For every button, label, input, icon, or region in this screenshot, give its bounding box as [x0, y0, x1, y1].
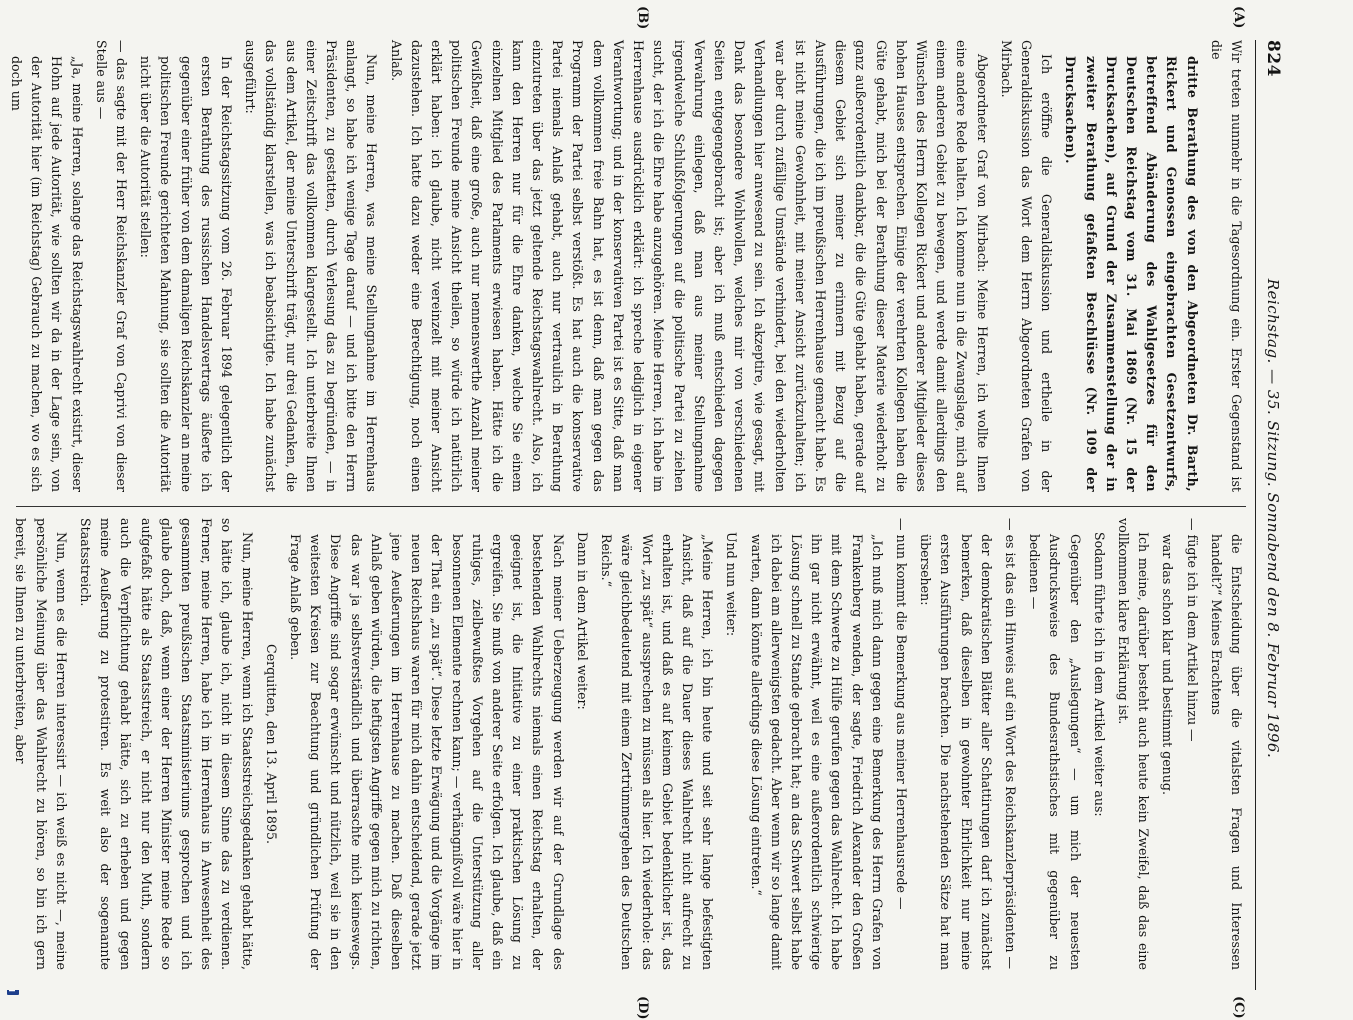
paragraph: Nun, meine Herren, was meine Stellungnahme im Herrenhaus anlangt, so habe ich wenige Tage darauf — und ich bitte den Herrn Präsidenten, zu gestatten, durch Verlesung das zu begründen, — in einer Zeitschrift das vollkommen klargestellt. Ich unterbreite Ihnen aus dem Artikel, der meine Unterschrift trägt, nur drei Gedanken, die das vollständig klarstellen, was ich beabsichtigte. Ich habe zunächst ausgeführt: [243, 40, 380, 492]
interjection: — nun kommt die Bemerkung aus meiner Herrenhausrede — [893, 518, 909, 910]
page-number: 824 [1263, 40, 1283, 77]
page-header [1255, 40, 1290, 990]
quotation: der demokratischen Blätter aller Schattirungen darf ich zunächst bemerken, daß dieselben in gewohnter Ehrlichkeit nur meine ersten Ausführungen brachten. Die nachstehenden Sätze hat man übersehen: [918, 534, 994, 970]
interjection: — das sagte mit der Herr Reichskanzler Graf von Caprivi von dieser Stelle aus — [93, 40, 130, 492]
agenda-item: dritte Berathung des von den Abgeordneten Dr. Barth, Rickert und Genossen eingebrachten Gesetzentwurfs, betreffend Abänderung des Wahlgesetzes für den Deutschen Reichstag vom 31. Mai 1869 (Nr. 15 der Drucksachen), auf Grund der Zusammenstellung der in zweiter Berathung gefaßten Beschlüsse (Nr. 109 der Drucksachen). [1063, 56, 1200, 492]
paragraph: Nun, meine Herren, wenn ich Staatsstreichsgedanken gehabt hätte, so hätte ich, glaube ich, nicht in diesem Sinne das zu verdienen. Ferner, meine Herren, habe ich im Herrenhaus in Anwesenheit des gesammten preußischen Staatsministeriums gesprochen und ich glaube doch, daß, wenn einer der Herren Minister meine Rede so aufgefaßt hätte als Staatsstreich, er nicht nur den Muth, sondern auch die Verpflichtung gehabt hätte, sich zu erheben und gegen meine Aeußerung zu protestiren. Es weit also der sogenannte Staatsstreich. [78, 518, 255, 970]
paragraph: Wir treten nunmehr in die Tagesordnung ein. Erster Gegenstand ist die [1208, 40, 1244, 492]
paragraph: Abgeordneter Graf von Mirbach: Meine Herren, ich wollte Ihnen eine andere Rede halten. Ich komme nun in die Zwangslage, mich auf einem anderen Gebiet zu bewegen, und werde damit allerdings den Wünschen des Herrn Kollegen Rickert und anderer Mitglieder dieses hohen Hauses entsprechen. Einige der verehrten Kollegen haben die Güte gehabt, mich bei der Berathung dieser Materie wiederholt zu ganz außerordentlich dankbar, die die Güte gehabt haben, gerade auf diesem Gebiet sich meiner zu erinnern mit Bezug auf die Ausführungen, die ich im preußischen Herrenhause gemacht habe. Es ist nicht meine Gewohnheit, mit meiner Ansicht zurückzuhalten; ich war aber durch zufällige Umstände verhindert, bei den wiederholten Verhandlungen hier anwesend zu sein. Ich akzeptire, wie gesagt, mit Dank das besondere Wohlwollen, welches mir von verschiedenen Seiten entgegengebracht ist; aber ich muß entschieden dagegen Verwahrung einlegen, daß man aus meiner Stellungnahme irgendwelche Schlußfolgerungen auf die politische Partei zu ziehen sucht, der ich die Ehre habe anzugehören. Meine Herren, ich habe im Herrenhause ausdrücklich erklärt: ich spreche lediglich in eigener Verantwortung; und in der konservativen Partei ist es Sitte, daß man dem vollkommen freie Bahn hat, es ist denn, daß man gegen das Programm der Partei selbst verstößt. Es hat auch die konservative Partei niemals Anlaß gehabt, auch nur vertraulich in Berathung einzutreten über das jetzt geltende Reichstagswahlrecht. Also, ich kann den Herren nur für die Ehre danken, welche Sie einem einzelnen Mitglied des Parlaments erwiesen haben. Hätte ich die Gewißheit, daß eine große, auch nur nennenswerthe Anzahl meiner politischen Freunde meine Ansicht theilen, so würde ich natürlich erklärt haben: ich glaube, nicht vereinzelt mit meiner Ansicht dazustehen. Ich hatte dazu weder eine Berechtigung, noch einen Anlaß. [388, 40, 990, 492]
paragraph: Ich meine, darüber besteht auch heute kein Zweifel, daß das eine vollkommen klare Erklärung ist. [1115, 518, 1152, 970]
margin-marker-d: (D) [635, 996, 650, 1020]
margin-marker-c: (C) [1231, 996, 1246, 1019]
quotation: „Ich muß mich dann gegen eine Bemerkung des Herrn Grafen von Frankenberg wenden, der sagte, Friedrich Alexander den Großen mit dem Schwerte zu Hülfe gerufen gegen das Wahlrecht. Ich habe ihn gar nicht erwähnt, weil es eine außerordentlich schwierige Lösung schnell zu Stande gebracht hat; an das Schwert selbst habe ich dabei am allerwenigsten gedacht. Aber wenn wir so lange damit warten, dann könnte allerdings diese Lösung eintreten.“ [748, 534, 885, 970]
left-column [9, 40, 1246, 492]
right-column [13, 518, 1246, 970]
quotation: „Ja, meine Herren, solange das Reichstagswahlrecht existirt, dieser Hohn auf jede Autorität, wie sollten wir da in der Lage sein, von der Autorität hier (im Reichstag) Gebrauch zu machen, wo es sich doch um [9, 56, 85, 492]
paragraph: Dann in dem Artikel weiter: [574, 532, 590, 710]
quotation: In der Reichstagssitzung vom 26. Februar 1894 gelegentlich der ersten Berathung des russischen Handelsvertrags äußerte ich gegenüber einer früher von dem damaligen Reichskanzler an meine politischen Freunde gerichteten Mahnung, sie sollten die Autorität nicht über die Autorität stellen: [138, 56, 235, 492]
margin-marker-a: (A) [1231, 6, 1246, 29]
quotation: „Meine Herren, ich bin heute und seit sehr lange befestigten Ansicht, daß auf die Dauer dieses Wahlrecht nicht aufrecht zu erhalten ist, und daß es auf keinem Gebiet bedenklicher ist, das Wort „zu spät“ aussprechen zu müssen als hier. Ich wiederhole: das wäre gleichbedeutend mit einem Zertrümmergehen des Deutschen Reichs.“ [599, 534, 716, 970]
quotation: Gegenüber den „Auslegungen“ — um mich der neuesten Ausdrucksweise des Bundesrathstisches mit gegenüber zu bedienen — [1027, 534, 1083, 970]
paragraph: Sodann führte ich in dem Artikel weiter aus: [1091, 532, 1107, 817]
interjection: — fügte ich in dem Artikel hinzu — [1184, 518, 1200, 742]
paragraph: Ich eröffne die Generaldiskussion und ertheile in der Generaldiskussion das Wort dem Herrn Abgeordneten Grafen von Mirbach. [998, 40, 1055, 492]
paragraph: Und nun weiter: [724, 532, 740, 637]
quotation: war das schon klar und bestimmt genug. [1160, 534, 1176, 795]
document-page [0, 6, 1290, 1020]
margin-marker-b: (B) [635, 6, 650, 30]
dateline: Cerquitten, den 13. April 1895. [263, 644, 279, 844]
column-divider [16, 506, 1246, 507]
paragraph: Nun, wenn es die Herren interessirt — ich weiß es nicht —, meine persönliche Meinung über das Wahlrecht zu hören, so bin ich gern bereit, sie Ihnen zu unterbreiten, aber [13, 518, 69, 970]
interjection: — es ist das ein Hinweis auf ein Wort des Reichskanzlerpräsidenten — [1002, 518, 1018, 970]
quotation: Nach meiner Ueberzeugung werden wir auf der Grundlage des bestehenden Wahlrechts niemals einen Reichstag erhalten, der geeignet ist, die Initiative zu einer praktischen Lösung zu ergreifen. Sie muß von anderer Seite erfolgen. Ich glaube, daß ein ruhiges, zielbewußtes Vorgehen auf die Unterstützung aller besonnenen Elemente rechnen kann; — verhängnißvoll wäre hier in der That ein „zu spät“. Diese letzte Erwägung und die Vorgänge im neuen Reichshaus waren für mich dahin entscheidend, gerade jetzt jene Aeußerungen im Herrenhause zu machen. Daß dieselben Anlaß geben würden, die heftigsten Angriffe gegen mich zu richten, das war ja selbstverständlich und überraschte mich keineswegs. Diese Angriffe sind sogar erwünscht und nützlich, weil sie in den weitesten Kreisen zur Beachtung und gründlichen Prüfung der Frage Anlaß geben. [288, 534, 566, 970]
quotation: die Entscheidung über die vitalsten Fragen und Interessen handelt?“ Meines Erachtens [1208, 534, 1244, 970]
page-title: Reichstag. — 35. Sitzung. Sonnabend den 8. Februar 1896. [1264, 278, 1282, 759]
